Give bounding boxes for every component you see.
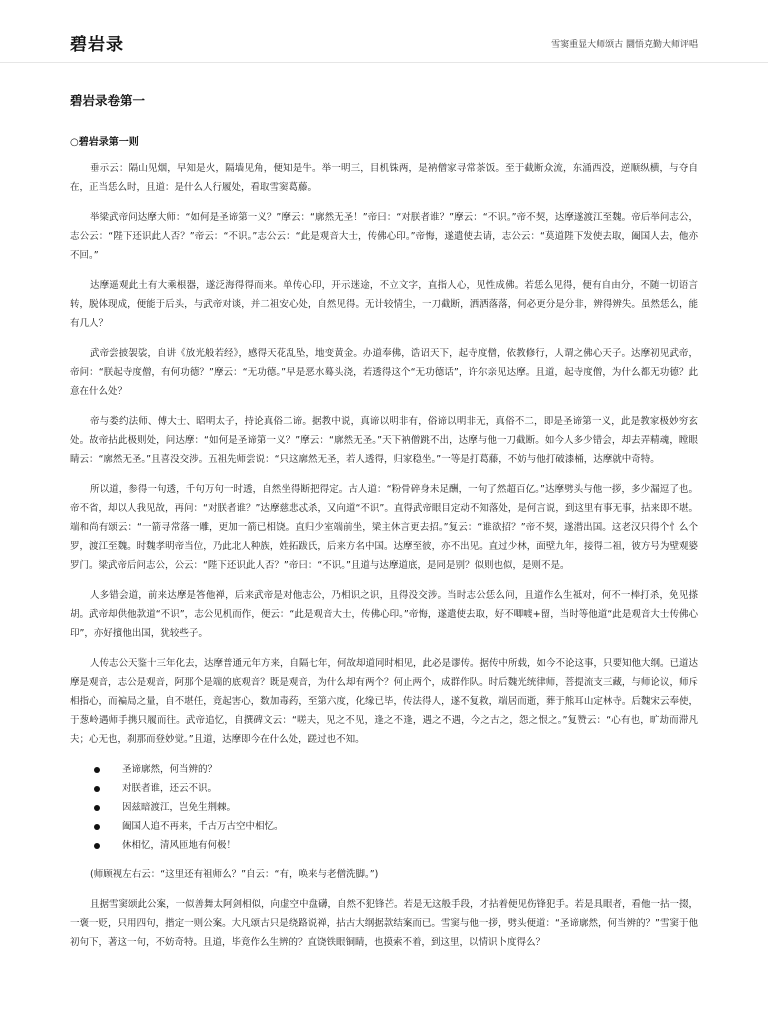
verse-line <box>94 779 698 798</box>
bullet-icon <box>94 805 100 811</box>
site-header <box>0 0 768 63</box>
verse-text: 圣谛廓然，何当辨的？ <box>122 764 218 775</box>
paragraph-koan: 举梁武帝问达摩大师：“如何是圣谛第一义？”摩云：“廓然无圣！”帝曰：“对朕者谁？”摩云：“不识。”帝不契，达摩遂渡江至魏。帝后举问志公，志公云：“陛下还识此人否？”帝云：“不识。”志公云：“此是观音大士，传佛心印。”帝悔，遂遣使去请，志公云：“莫道陛下发使去取，阖国人去，他亦不回。” <box>70 212 698 261</box>
paragraph-commentary: 且据雪窦颂此公案，一似善舞太阿剑相似，向虚空中盘礴，自然不犯锋芒。若是无这般手段，才拈着便见伤锋犯手。若是具眼者，看他一拈一掇，一褒一贬，只用四句，揩定一则公案。大凡颂古只是绕路说禅，拈古大纲据款结案而已。雪窦与他一拶，劈头便道：“圣谛廓然，何当辨的？”雪窦于他初句下，著这一句，不妨奇特。且道，毕竟作么生辨的？直饶铁眼铜睛，也摸索不着，到这里，以情识卜度得么？ <box>70 899 699 948</box>
bullet-icon <box>94 824 100 830</box>
paragraph-commentary: 人传志公天鉴十三年化去，达摩普通元年方来，自隔七年，何故却道同时相见，此必是谬传。据传中所载，如今不论这事，只要知他大纲。已道达摩是观音，志公是观音，阿那个是端的底观音？既是观音，为什么却有两个？何止两个，成群作队。时后魏光统律师，菩提流支三藏，与师论议，师斥相指心，而褊局之量，自不堪任，竟起害心，数加毒药，至第六度，化缘已毕，传法得人，遂不复救，端居而逝，葬于熊耳山定林寺。后魏宋云奉使，于葱岭遇师手携只履而往。武帝追忆，自撰碑文云：“嗟夫，见之不见，逢之不逢，遇之不遇，今之古之，怨之恨之。”复赞云：“心有也，旷劫而滞凡夫；心无也，刹那而登妙觉。”且道，达摩即今在什么处，蹉过也不知。 <box>70 658 699 745</box>
main-content <box>70 92 698 963</box>
verse-text: 因兹暗渡江，岂免生荆棘。 <box>122 802 237 813</box>
paragraph-commentary: 达摩遥观此土有大乘根器，遂泛海得得而来。单传心印，开示迷途，不立文字，直指人心，见性成佛。若恁么见得，便有自由分，不随一切语言转，脱体现成，便能于后头，与武帝对谈，并二祖安心处，自然见得。无计较情尘，一刀截断，洒洒落落，何必更分是分非，辨得辨失。虽然恁么，能有几人？ <box>70 280 698 329</box>
site-title[interactable]: 碧岩录 <box>70 35 124 55</box>
bullet-icon <box>94 786 100 792</box>
verse-line <box>94 817 698 836</box>
paragraph-preface: 垂示云：隔山见烟，早知是火，隔墙见角，便知是牛。举一明三，目机铢两，是衲僧家寻常茶饭。至于截断众流，东涌西没，逆顺纵横，与夺自在，正当恁么时，且道：是什么人行履处，看取雪窦葛藤。 <box>70 163 698 193</box>
verse-text: 阖国人追不再来，千古万古空中相忆。 <box>122 821 284 832</box>
volume-title: 碧岩录卷第一 <box>70 93 146 108</box>
paragraph-aside: (师顾视左右云：“这里还有祖师么？”自云：“有，唤来与老僧洗脚。”) <box>90 869 379 880</box>
bullet-icon <box>94 767 100 773</box>
bullet-icon <box>94 843 100 849</box>
paragraph-commentary: 武帝尝披袈裟，自讲《放光般若经》，感得天花乱坠，地变黄金。办道奉佛，诰诏天下，起寺度僧，依教修行，人谓之佛心天子。达摩初见武帝，帝问：“朕起寺度僧，有何功德？”摩云：“无功德。”早是恶水蓦头浇，若透得这个“无功德话”，许尔亲见达摩。且道，起寺度僧，为什么都无功德？此意在什么处？ <box>70 348 698 397</box>
case-title: ○碧岩录第一则 <box>70 137 139 148</box>
paragraph-commentary: 帝与娄约法师、傅大士、昭明太子，持论真俗二谛。据教中说，真谛以明非有，俗谛以明非无，真俗不二，即是圣谛第一义，此是教家极妙穷玄处。故帝拈此极则处，问达摩：“如何是圣谛第一义？”摩云：“廓然无圣。”天下衲僧跳不出，达摩与他一刀截断。如今人多少错会，却去弄精魂，瞠眼睛云：“廓然无圣。”且喜没交涉。五祖先师尝说：“只这廓然无圣，若人透得，归家稳坐。”一等是打葛藤，不妨与他打破漆桶，达摩就中奇特。 <box>70 416 698 465</box>
verse-line <box>94 798 698 817</box>
verse-text: 对朕者谁，还云不识。 <box>122 783 218 794</box>
verse-line <box>94 836 698 855</box>
verse-text: 休相忆，清风匝地有何极！ <box>122 840 237 851</box>
author-credit: 雪窦重显大师颂古 圜悟克勤大师评唱 <box>551 40 698 50</box>
verse-line <box>94 760 698 779</box>
verse-list <box>70 760 698 855</box>
paragraph-commentary: 所以道，参得一句透，千句万句一时透，自然坐得断把得定。古人道：“粉骨碎身未足酬，一句了然超百亿。”达摩劈头与他一拶，多少漏逗了也。帝不省，却以人我见故，再问：“对朕者谁？”达摩慈悲忒杀，又向道“不识”。直得武帝眼目定动不知落处，是何言说，到这里有事无事，拈来即不堪。端和尚有颂云：“一箭寻常落一雕，更加一箭已相饶。直归少室端前坐，梁主休言更去招。”复云：“谁欲招？”帝不契，遂潜出国。这老汉只得个忄么个罗，渡江至魏。时魏孝明帝当位，乃此北人种族，姓拓跋氏，后来方名中国。达摩至彼，亦不出见。直过少林，面壁九年，接得二祖，彼方号为壁观婆罗门。梁武帝后问志公，公云：“陛下还识此人否？”帝曰：“不识。”且道与达摩道底，是同是别？似则也似，是则不是。 <box>70 484 698 571</box>
paragraph-commentary: 人多错会道，前来达摩是答他禅，后来武帝是对他志公，乃相识之识，且得没交涉。当时志公恁么问，且道作么生祗对，何不一棒打杀，免见搽胡。武帝却供他款道“不识”，志公见机而作，便云：“此是观音大士，传佛心印。”帝悔，遂遣使去取，好不唧㗔+留，当时等他道“此是观音大士传佛心印”，亦好擯他出国，犹较些子。 <box>70 590 698 639</box>
